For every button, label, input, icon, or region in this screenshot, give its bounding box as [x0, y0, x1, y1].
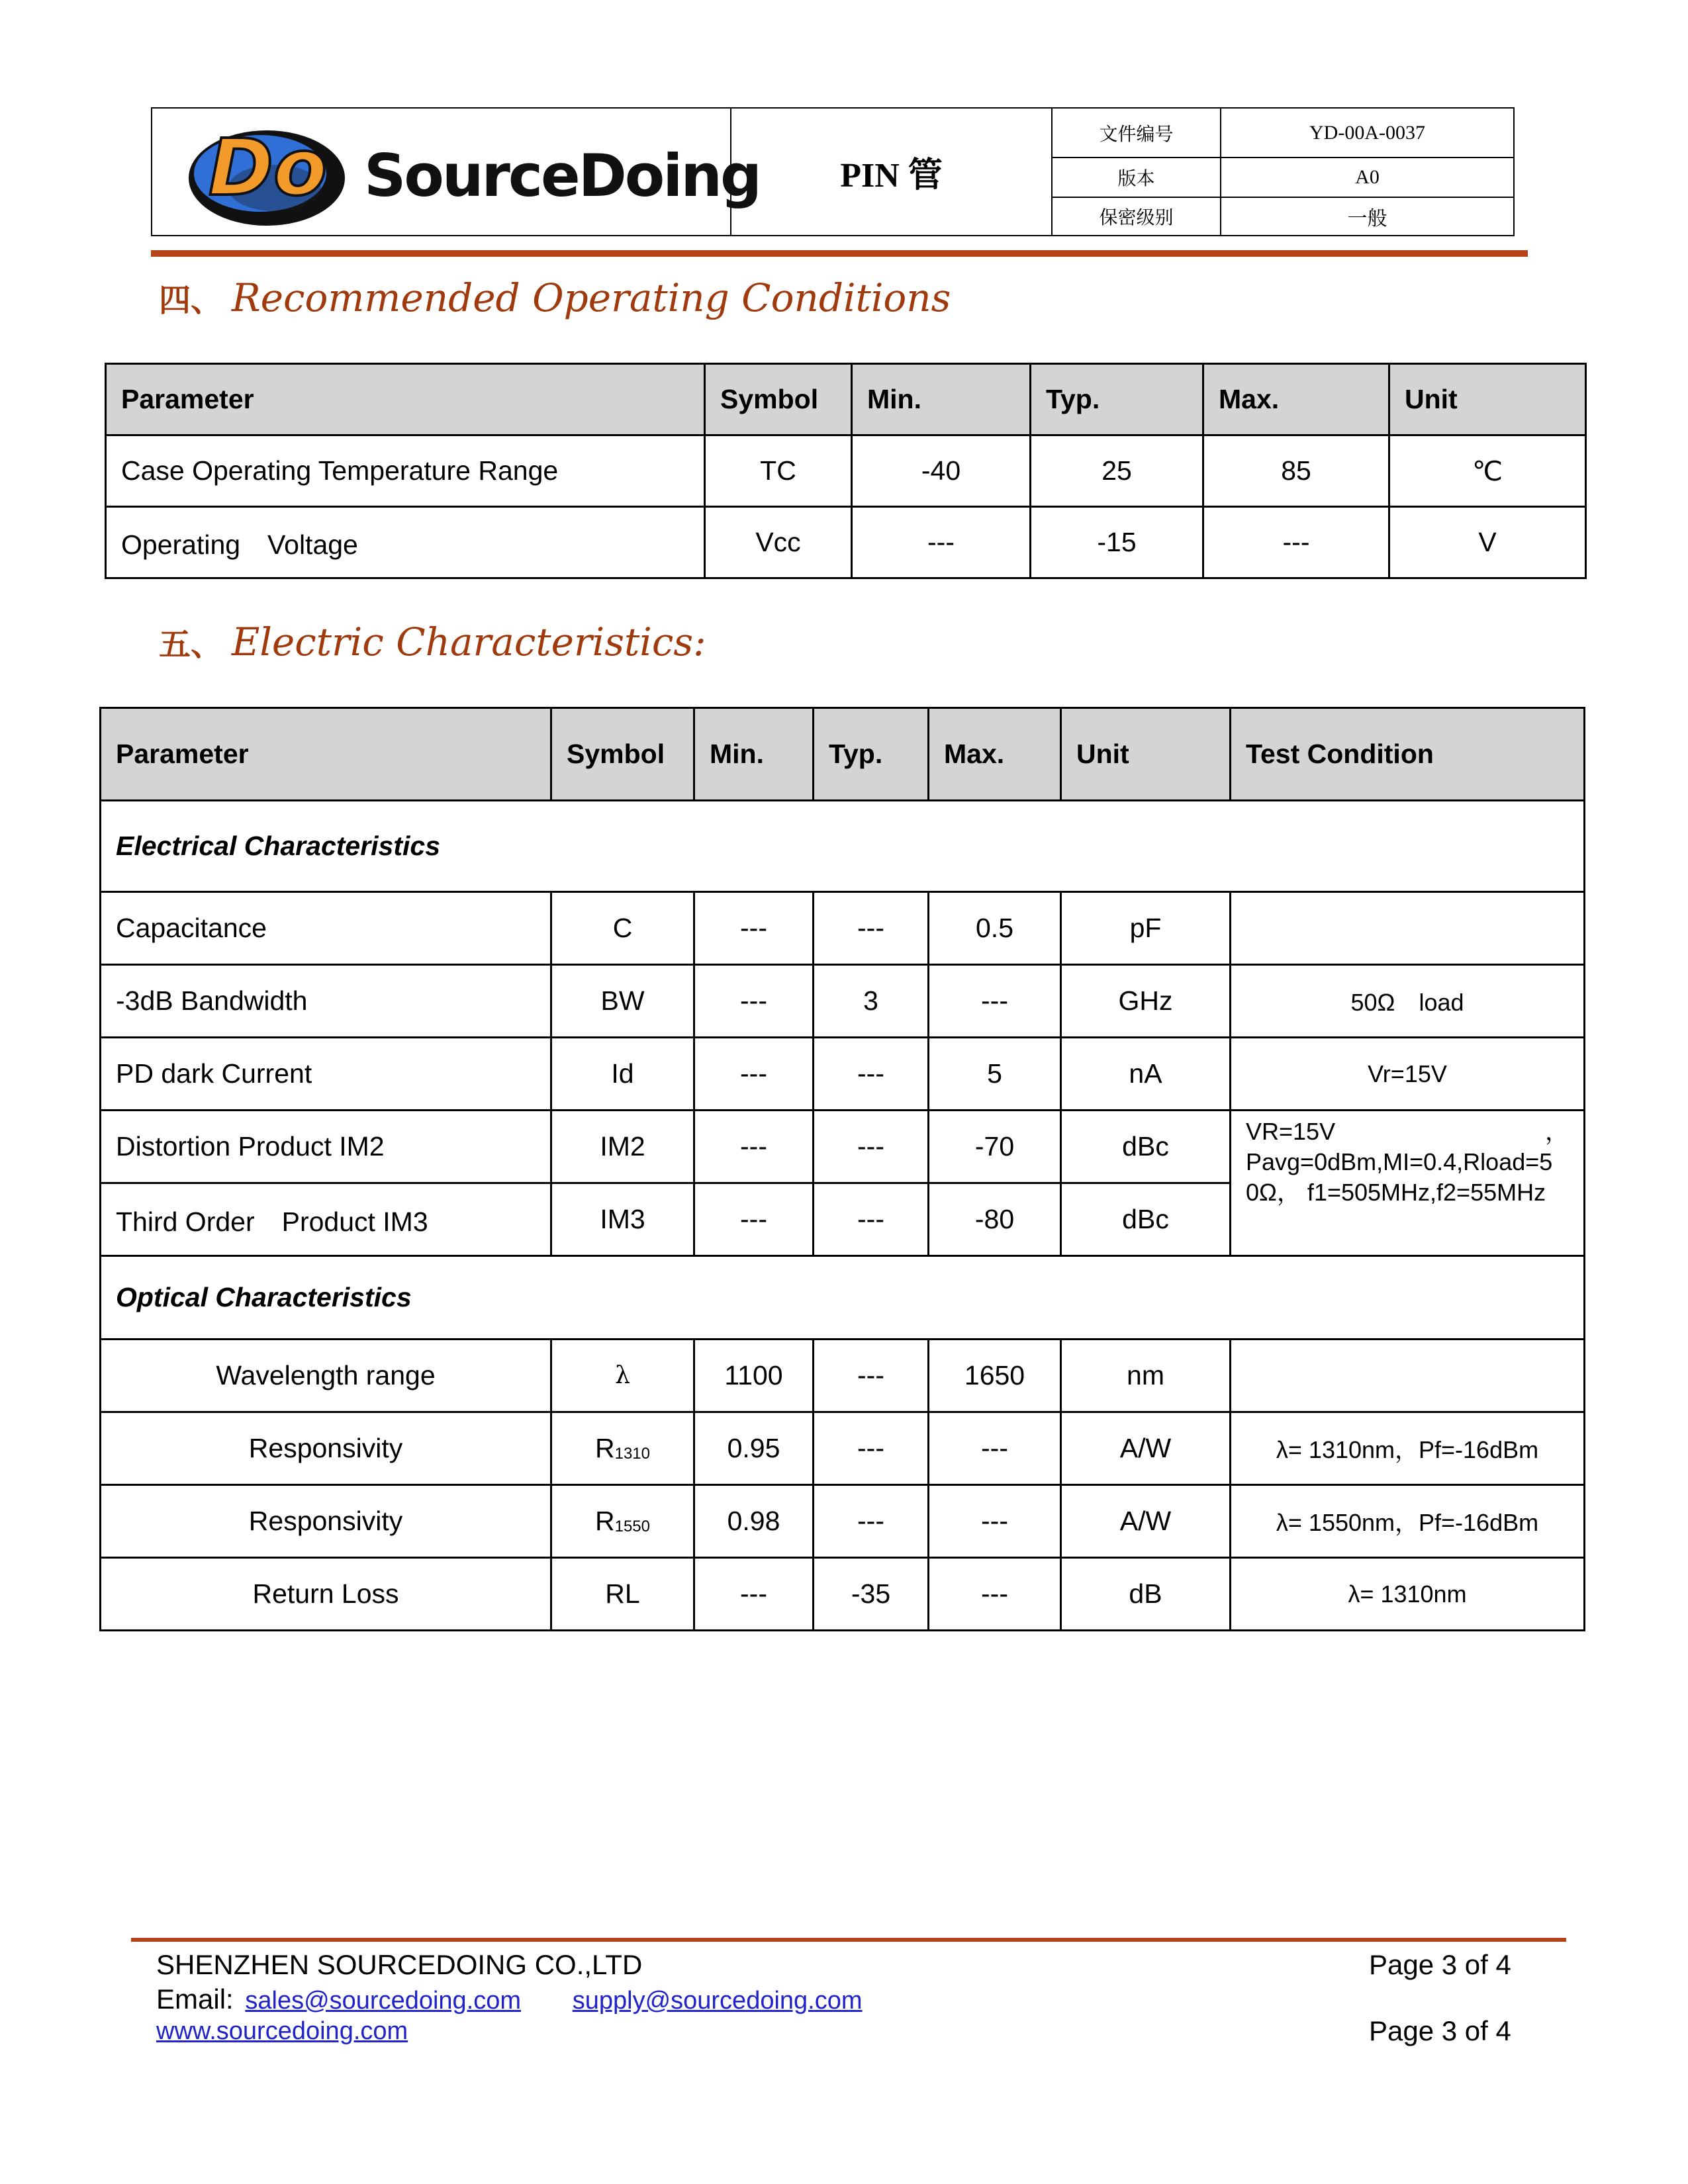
cell-unit: dBc	[1061, 1111, 1231, 1183]
optical-subheading: Optical Characteristics	[101, 1256, 1585, 1340]
cell-parameter: Wavelength range	[101, 1340, 551, 1412]
symbol-main: R	[595, 1506, 615, 1536]
cell-min: 0.95	[694, 1412, 814, 1485]
cell-parameter: Distortion Product IM2	[101, 1111, 551, 1183]
cell-parameter: -3dB Bandwidth	[101, 965, 551, 1038]
cell-symbol: BW	[551, 965, 694, 1038]
cell-symbol	[551, 1485, 694, 1558]
cell-unit: nm	[1061, 1340, 1231, 1412]
column-header: Parameter	[101, 708, 551, 801]
cell-typ: 3	[814, 965, 929, 1038]
cell-max: ---	[929, 1412, 1061, 1485]
subsection-row	[101, 1256, 1585, 1340]
electrical-subheading: Electrical Characteristics	[101, 801, 1585, 892]
email-label: Email:	[156, 1983, 234, 2015]
column-header: Min.	[852, 364, 1031, 435]
cell-unit: V	[1389, 507, 1586, 578]
subsection-row	[101, 801, 1585, 892]
logo-wordmark: SourceDoing	[364, 142, 761, 210]
cell-min: ---	[852, 507, 1031, 578]
cell-parameter: Responsivity	[101, 1412, 551, 1485]
cell-unit: nA	[1061, 1038, 1231, 1111]
column-header: Max.	[929, 708, 1061, 801]
cell-min: ---	[694, 965, 814, 1038]
cell-typ: -15	[1031, 507, 1203, 578]
cell-symbol: Vcc	[705, 507, 852, 578]
table-row	[101, 1111, 1585, 1183]
table-row	[101, 1340, 1585, 1412]
cell-min: ---	[694, 1558, 814, 1631]
symbol-subscript: 1550	[614, 1518, 650, 1535]
logo-cell	[152, 109, 761, 235]
column-header: Test Condition	[1231, 708, 1585, 801]
cell-typ: ---	[814, 1340, 929, 1412]
section-title: Recommended Operating Conditions	[232, 275, 951, 320]
column-header: Typ.	[814, 708, 929, 801]
cell-typ: ---	[814, 1412, 929, 1485]
cell-condition: 50Ω load	[1231, 965, 1585, 1038]
table-header-row	[101, 708, 1585, 801]
condition-line: Pavg=0dBm,MI=0.4,Rload=5	[1246, 1148, 1553, 1175]
cell-parameter: Responsivity	[101, 1485, 551, 1558]
cell-parameter: Third Order Product IM3	[101, 1183, 551, 1256]
cell-typ: ---	[814, 1038, 929, 1111]
cell-min: -40	[852, 435, 1031, 507]
symbol-main: R	[595, 1433, 615, 1463]
cell-typ: ---	[814, 1485, 929, 1558]
operating-conditions-table	[105, 363, 1587, 579]
section-title: Electric Characteristics:	[232, 619, 706, 664]
cell-min: ---	[694, 892, 814, 965]
cell-unit: A/W	[1061, 1485, 1231, 1558]
cell-min: 1100	[694, 1340, 814, 1412]
cell-typ: ---	[814, 1111, 929, 1183]
cell-parameter: Capacitance	[101, 892, 551, 965]
cell-unit: dB	[1061, 1558, 1231, 1631]
meta-label: 保密级别	[1053, 198, 1221, 235]
cell-symbol: C	[551, 892, 694, 965]
footer-divider	[131, 1938, 1566, 1942]
website-link[interactable]: www.sourcedoing.com	[156, 2017, 408, 2045]
cell-symbol: Id	[551, 1038, 694, 1111]
column-header: Max.	[1203, 364, 1389, 435]
cell-parameter: Operating Voltage	[106, 507, 705, 578]
column-header: Parameter	[106, 364, 705, 435]
cell-unit: pF	[1061, 892, 1231, 965]
column-header: Unit	[1061, 708, 1231, 801]
cell-max: ---	[929, 1558, 1061, 1631]
cell-condition: λ= 1310nm	[1231, 1558, 1585, 1631]
cell-min: ---	[694, 1038, 814, 1111]
cell-unit: GHz	[1061, 965, 1231, 1038]
cell-condition: Vr=15V	[1231, 1038, 1585, 1111]
table-row	[101, 892, 1585, 965]
cell-condition: λ= 1310nm，Pf=-16dBm	[1231, 1412, 1585, 1485]
meta-row-security	[1053, 198, 1513, 235]
section-number: 四、	[159, 282, 223, 319]
meta-value: 一般	[1347, 208, 1387, 230]
cell-symbol: λ	[551, 1340, 694, 1412]
cell-max: 0.5	[929, 892, 1061, 965]
sales-email-link[interactable]: sales@sourcedoing.com	[245, 1987, 522, 2015]
supply-email-link[interactable]: supply@sourcedoing.com	[572, 1987, 863, 2015]
header-divider	[151, 250, 1528, 257]
table-row	[101, 1485, 1585, 1558]
condition-text: VR=15V	[1246, 1118, 1336, 1145]
meta-row-version	[1053, 158, 1513, 198]
cell-max: 1650	[929, 1340, 1061, 1412]
cell-max: ---	[929, 1485, 1061, 1558]
cell-min: 0.98	[694, 1485, 814, 1558]
cell-unit: ℃	[1389, 435, 1586, 507]
section-5-heading	[159, 619, 706, 664]
meta-label: 版本	[1053, 158, 1221, 197]
cell-unit: A/W	[1061, 1412, 1231, 1485]
cell-parameter: Return Loss	[101, 1558, 551, 1631]
cell-condition	[1231, 892, 1585, 965]
cell-parameter: Case Operating Temperature Range	[106, 435, 705, 507]
cell-typ: -35	[814, 1558, 929, 1631]
sourcedoing-logo-icon	[182, 115, 354, 231]
cell-min: ---	[694, 1183, 814, 1256]
table-row	[106, 435, 1586, 507]
cell-max: ---	[1203, 507, 1389, 578]
section-number: 五、	[159, 626, 223, 663]
document-title: PIN 管	[731, 109, 1053, 235]
symbol-subscript: 1310	[614, 1445, 650, 1463]
document-header	[151, 107, 1515, 236]
column-header: Min.	[694, 708, 814, 801]
column-header: Symbol	[551, 708, 694, 801]
column-header: Unit	[1389, 364, 1586, 435]
column-header: Symbol	[705, 364, 852, 435]
column-header: Typ.	[1031, 364, 1203, 435]
table-row	[101, 1412, 1585, 1485]
cell-max: 85	[1203, 435, 1389, 507]
meta-value: YD-00A-0037	[1309, 121, 1425, 144]
meta-value: A0	[1355, 166, 1380, 188]
condition-line	[1246, 1116, 1569, 1147]
document-meta	[1053, 109, 1513, 235]
cell-typ: 25	[1031, 435, 1203, 507]
electric-characteristics-table	[99, 707, 1585, 1631]
condition-line: 0Ω， f1=505MHz,f2=55MHz	[1246, 1179, 1546, 1206]
cell-max: ---	[929, 965, 1061, 1038]
footer-email-line	[156, 1983, 863, 2015]
cell-max: 5	[929, 1038, 1061, 1111]
cell-parameter: PD dark Current	[101, 1038, 551, 1111]
section-4-heading	[159, 275, 951, 320]
meta-row-doc-number	[1053, 109, 1513, 158]
cell-condition: λ= 1550nm，Pf=-16dBm	[1231, 1485, 1585, 1558]
cell-max: -70	[929, 1111, 1061, 1183]
footer-page-number-bottom: Page 3 of 4	[1369, 2015, 1511, 2046]
cell-symbol: IM3	[551, 1183, 694, 1256]
footer-company: SHENZHEN SOURCEDOING CO.,LTD	[156, 1949, 643, 1980]
table-row	[106, 507, 1586, 578]
cell-condition-im	[1231, 1111, 1585, 1256]
table-row	[101, 1038, 1585, 1111]
table-header-row	[106, 364, 1586, 435]
meta-label: 文件编号	[1053, 109, 1221, 157]
cell-typ: ---	[814, 1183, 929, 1256]
cell-max: -80	[929, 1183, 1061, 1256]
cell-symbol: RL	[551, 1558, 694, 1631]
cell-symbol	[551, 1412, 694, 1485]
table-row	[101, 965, 1585, 1038]
cell-condition	[1231, 1340, 1585, 1412]
cell-symbol: TC	[705, 435, 852, 507]
cell-symbol: IM2	[551, 1111, 694, 1183]
logo-mark: Do	[209, 122, 328, 213]
condition-comma: ，	[1544, 1118, 1569, 1145]
cell-min: ---	[694, 1111, 814, 1183]
footer-page-number: Page 3 of 4	[1369, 1949, 1511, 1980]
table-row	[101, 1558, 1585, 1631]
cell-unit: dBc	[1061, 1183, 1231, 1256]
cell-typ: ---	[814, 892, 929, 965]
